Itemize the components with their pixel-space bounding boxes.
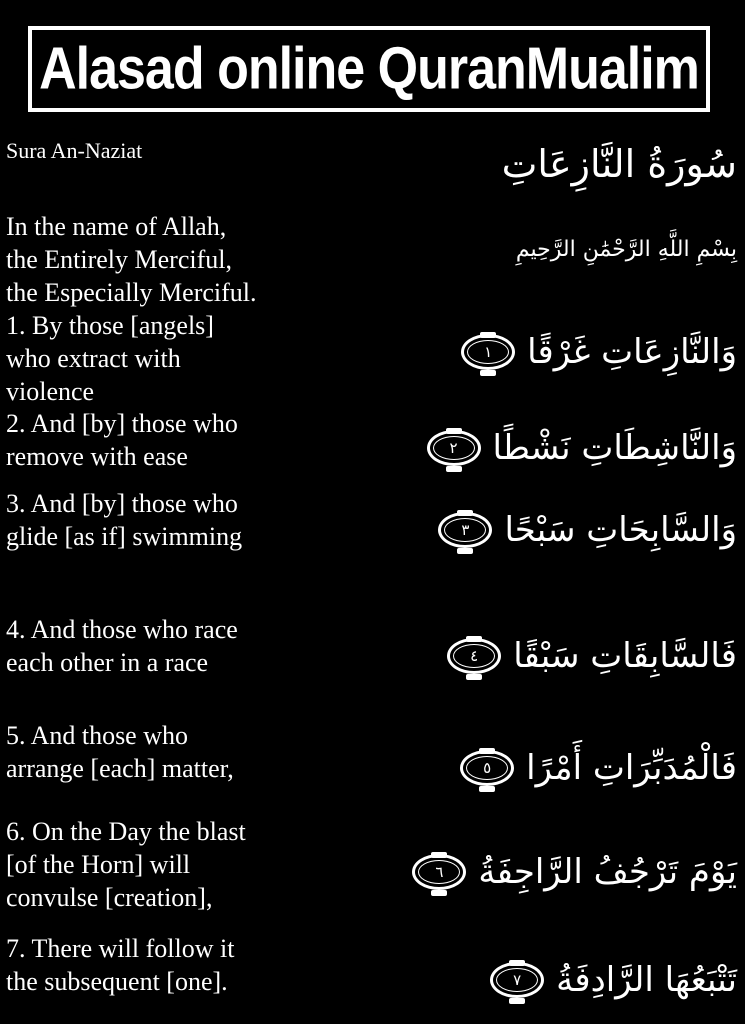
verse-1-english: 1. By those [angels] who extract with violence (6, 311, 214, 406)
verse-4-arabic (447, 636, 737, 676)
verse-2-number: ٢ (449, 439, 458, 457)
surah-name-arabic-text: سُورَةُ النَّازِعَاتِ (501, 142, 737, 186)
verse-number-marker-icon (447, 638, 501, 674)
verse-number-marker-icon (461, 334, 515, 370)
verse-5-english: 5. And those who arrange [each] matter, (6, 721, 234, 783)
verse-4-english: 4. And those who race each other in a race (6, 615, 238, 677)
verse-3-arabic-text: وَالسَّابِحَاتِ سَبْحًا (504, 510, 737, 550)
verse-7-arabic (490, 960, 737, 1000)
verse-6-arabic-text: يَوْمَ تَرْجُفُ الرَّاجِفَةُ (478, 852, 737, 892)
verse-number-marker-icon (438, 512, 492, 548)
verse-5-arabic (460, 748, 737, 788)
verse-2-english: 2. And [by] those who remove with ease (6, 409, 238, 471)
verse-7-english: 7. There will follow it the subsequent [one]. (6, 934, 235, 996)
surah-name-arabic (502, 142, 737, 186)
verse-7-number: ٧ (513, 971, 522, 989)
verse-5-number: ٥ (483, 759, 492, 777)
verse-number-marker-icon (412, 854, 466, 890)
verse-number-marker-icon (490, 962, 544, 998)
verse-1-arabic-text: وَالنَّازِعَاتِ غَرْقًا (527, 332, 737, 372)
verse-1-arabic (461, 332, 737, 372)
basmala-arabic-text: بِسْمِ اللَّهِ الرَّحْمَٰنِ الرَّحِيمِ (515, 237, 737, 262)
verse-number-marker-icon (427, 430, 481, 466)
verse-3-number: ٣ (461, 521, 470, 539)
basmala-arabic (516, 237, 737, 262)
verse-6-number: ٦ (435, 863, 444, 881)
verse-7-arabic-text: تَتْبَعُهَا الرَّادِفَةُ (556, 960, 737, 1000)
verse-1-number: ١ (484, 343, 493, 361)
banner-title: Alasad online QuranMualim (39, 35, 699, 103)
basmala-english: In the name of Allah, the Entirely Merciful, the Especially Merciful. (6, 212, 257, 307)
title-banner (28, 26, 710, 112)
verse-6-english: 6. On the Day the blast [of the Horn] will convulse [creation], (6, 817, 246, 912)
surah-name-english: Sura An-Naziat (6, 138, 143, 163)
verse-5-arabic-text: فَالْمُدَبِّرَاتِ أَمْرًا (526, 748, 737, 788)
verse-4-arabic-text: فَالسَّابِقَاتِ سَبْقًا (513, 636, 737, 676)
verse-2-arabic (427, 428, 737, 468)
verse-3-english: 3. And [by] those who glide [as if] swimming (6, 489, 243, 551)
verse-number-marker-icon (460, 750, 514, 786)
verse-6-arabic (412, 852, 737, 892)
verse-2-arabic-text: وَالنَّاشِطَاتِ نَشْطًا (492, 428, 737, 468)
verse-4-number: ٤ (470, 647, 479, 665)
verse-3-arabic (438, 510, 737, 550)
